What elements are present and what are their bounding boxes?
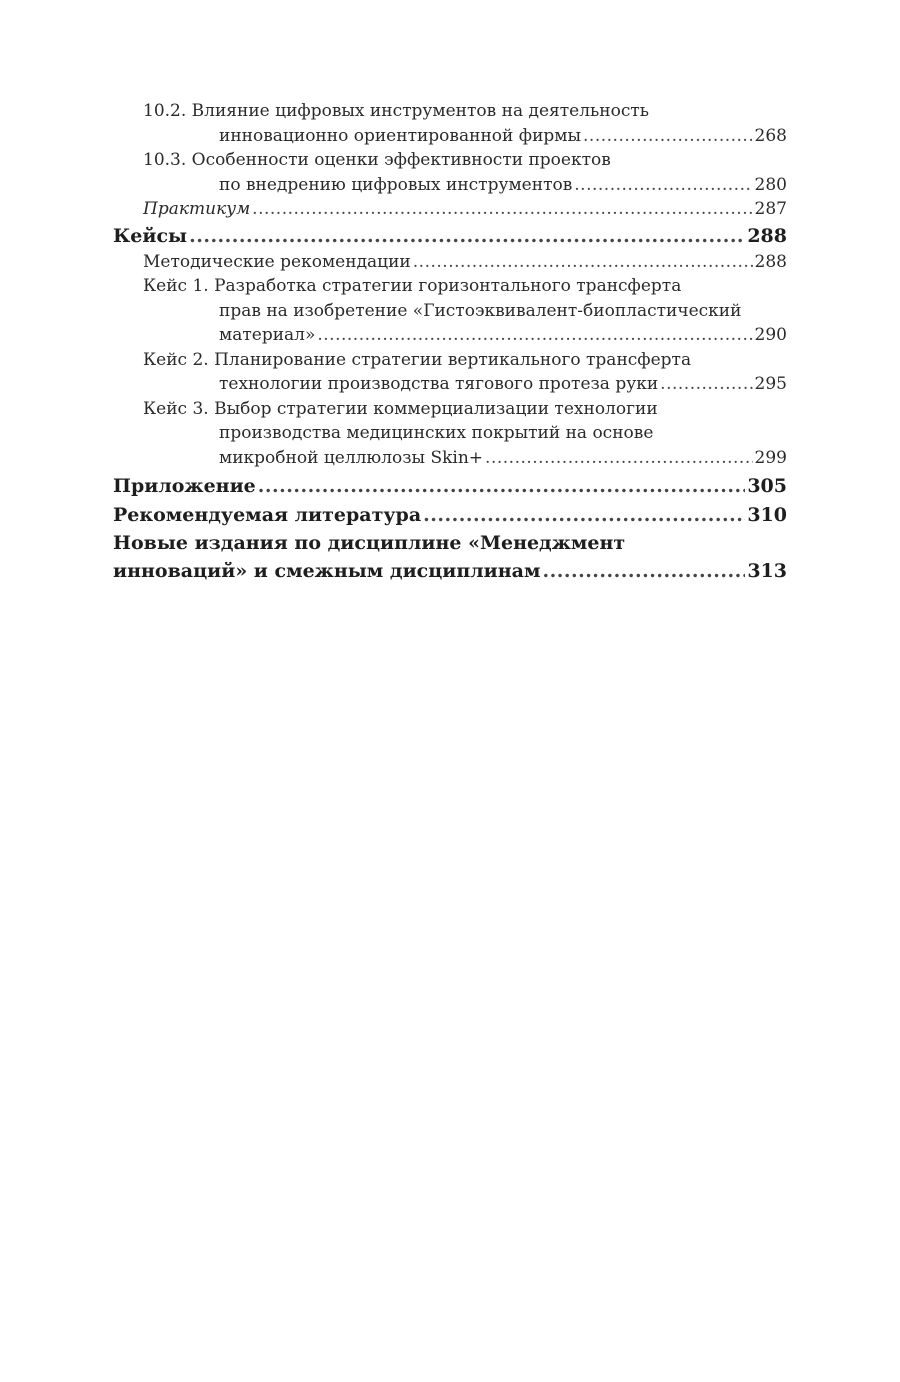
entry-title-line: Рекомендуемая литература <box>113 504 422 526</box>
entry-title-line: прав на изобретение «Гистоэквивалент-биопластический <box>219 300 742 321</box>
page-number: 288 <box>747 224 787 247</box>
entry-title-line: 10.2. Влияние цифровых инструментов на деятельность <box>143 101 649 121</box>
toc-entry-10-3[interactable] <box>113 148 787 197</box>
leader-dots <box>583 124 753 149</box>
leader-dots <box>413 250 753 275</box>
entry-title-line: микробной целлюлозы Skin+ <box>219 447 484 468</box>
toc-entry-new-editions[interactable] <box>113 529 787 585</box>
leader-dots <box>189 222 745 250</box>
toc-entry-appendix[interactable] <box>113 472 787 500</box>
leader-dots <box>574 173 752 198</box>
entry-title-line: Кейс 2. Планирование стратегии вертикального трансферта <box>143 349 692 370</box>
leader-dots <box>543 557 746 585</box>
toc-entry-10-2[interactable] <box>113 99 787 148</box>
entry-title-line: инноваций» и смежным дисциплинам <box>113 560 541 582</box>
entry-title-line: Кейс 3. Выбор стратегии коммерциализации технологии <box>143 398 658 419</box>
toc-entry-praktikum[interactable] <box>113 197 787 222</box>
page-number: 313 <box>747 560 787 582</box>
entry-title-line: Методические рекомендации <box>143 251 411 272</box>
page-number: 288 <box>754 251 787 272</box>
page-number: 290 <box>754 325 787 345</box>
leader-dots <box>485 446 753 471</box>
toc-entry-case-1[interactable] <box>113 274 787 348</box>
page-number: 305 <box>747 475 787 497</box>
toc-entry-cases[interactable] <box>113 222 787 250</box>
entry-title-line: материал» <box>219 325 316 345</box>
page-number: 295 <box>754 374 787 394</box>
leader-dots <box>660 372 752 397</box>
toc-entry-case-2[interactable] <box>113 348 787 397</box>
page-number: 299 <box>754 447 787 468</box>
toc-entry-case-3[interactable] <box>113 397 787 471</box>
page-number: 287 <box>754 199 787 219</box>
entry-title-line: по внедрению цифровых инструментов <box>219 174 573 195</box>
entry-title-line: Практикум <box>143 199 251 219</box>
toc-entry-literature[interactable] <box>113 501 787 529</box>
entry-title-line: инновационно ориентированной фирмы <box>219 125 582 146</box>
entry-title-line: 10.3. Особенности оценки эффективности проектов <box>143 150 611 170</box>
entry-title-line: Новые издания по дисциплине «Менеджмент <box>113 532 626 554</box>
leader-dots <box>423 501 745 529</box>
entry-title-line: Кейс 1. Разработка стратегии горизонтального трансферта <box>143 276 682 296</box>
entry-title-line: производства медицинских покрытий на основе <box>219 423 654 443</box>
leader-dots <box>258 472 746 500</box>
page-number: 280 <box>754 174 787 195</box>
table-of-contents <box>113 99 787 585</box>
leader-dots <box>252 197 752 222</box>
page-number: 310 <box>747 504 787 526</box>
leader-dots <box>317 323 752 348</box>
page-number: 268 <box>754 125 787 146</box>
entry-title-line: Приложение <box>113 475 256 497</box>
entry-title-line: Кейсы <box>113 224 188 247</box>
entry-title-line: технологии производства тягового протеза руки <box>219 374 659 394</box>
toc-entry-method-recommendations[interactable] <box>113 250 787 275</box>
